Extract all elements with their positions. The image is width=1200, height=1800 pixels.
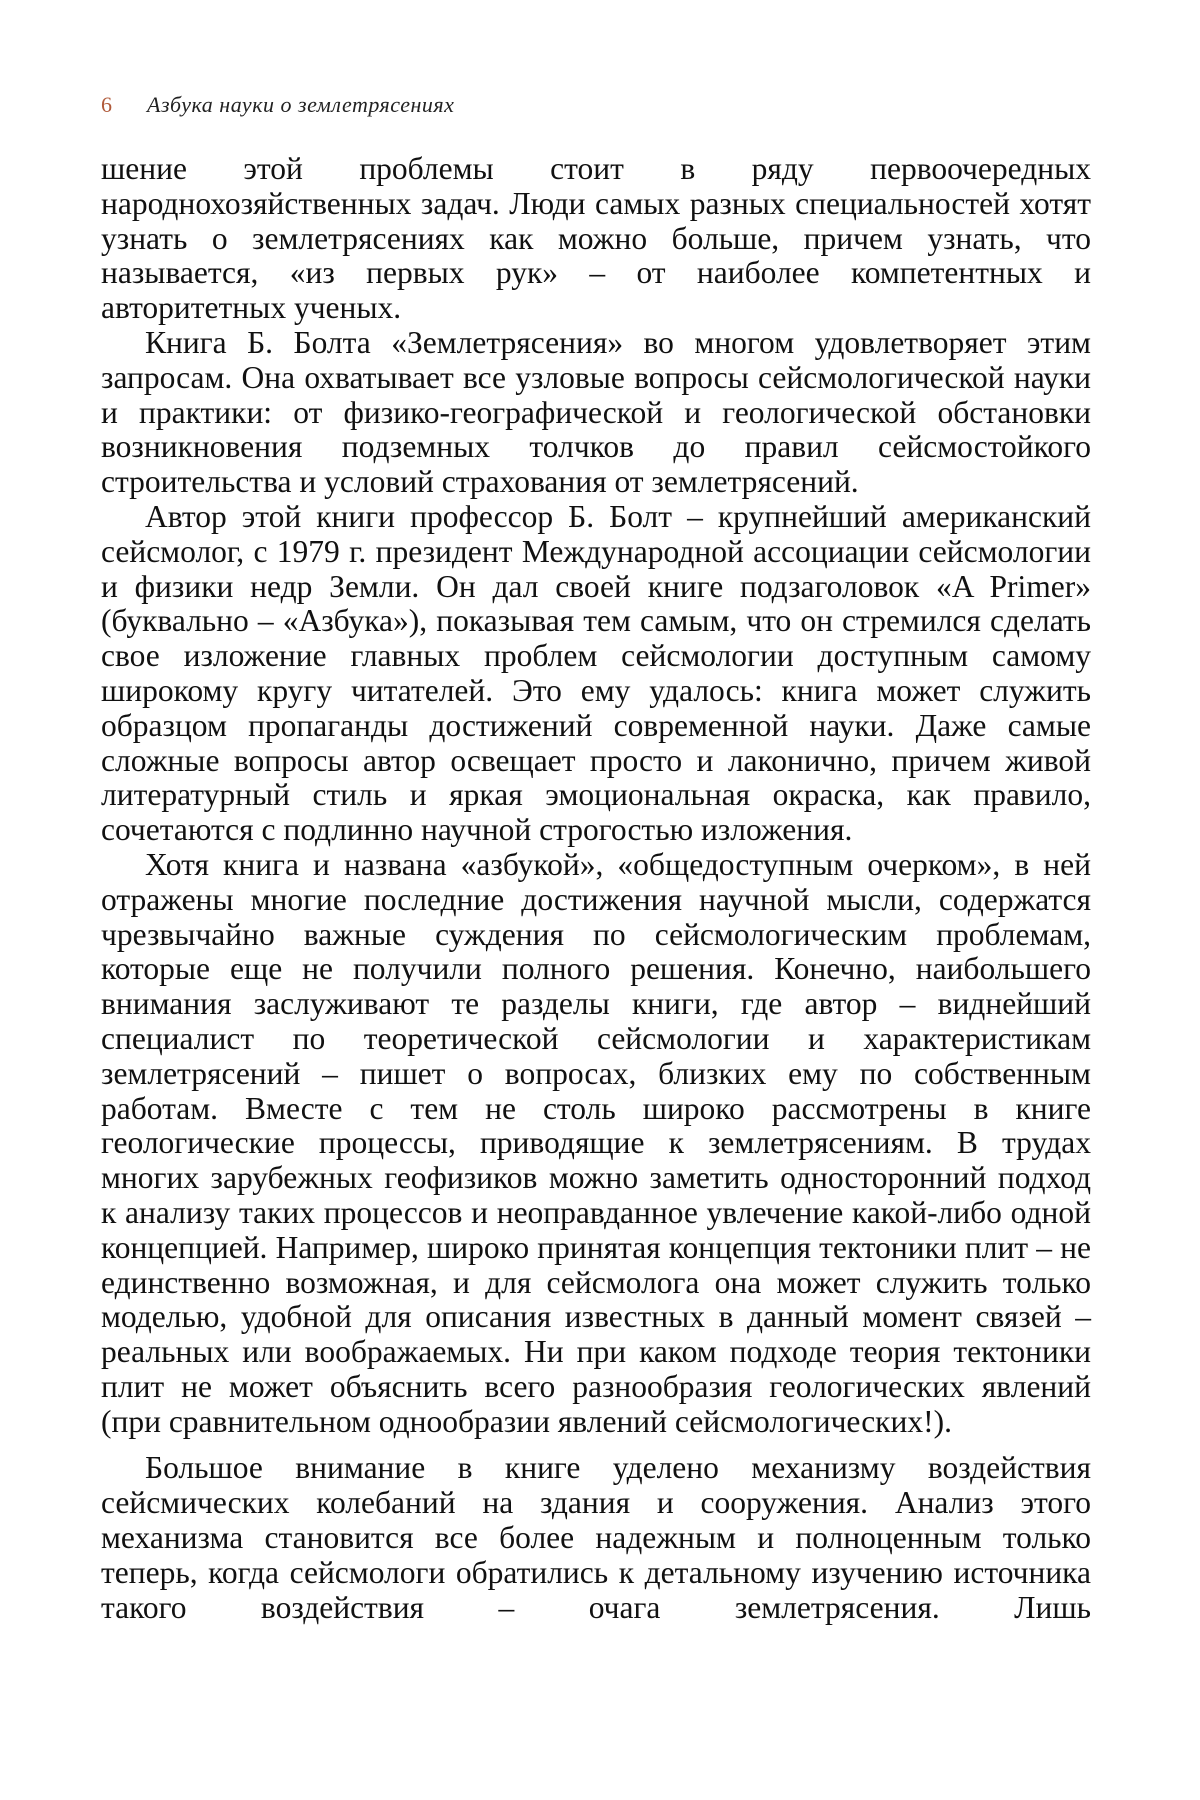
page-number: 6 — [101, 92, 113, 117]
running-title: Азбука науки о землетрясениях — [147, 92, 455, 117]
running-head — [101, 92, 1091, 132]
paragraph-continuation: шение этой проблемы стоит в ряду первоочередных народнохозяйственных задач. Люди самых разных специальностей хотят узнать о землетрясениях как можно больше, причем узнать, что называется, «из первых рук» – от наиболее компетентных и авторитетных ученых. — [101, 151, 1091, 326]
body-text — [101, 152, 1091, 1625]
book-page — [101, 92, 1091, 1625]
paragraph-author: Автор этой книги профессор Б. Болт – крупнейший американский сейсмолог, с 1979 г. президент Международной ассоциации сейсмологии и физики недр Земли. Он дал своей книге подзаголовок «A Primer» (буквально – «Азбука»), показывая тем самым, что он стремился сделать свое изложение главных проблем сейсмологии доступным самому широкому кругу читателей. Это ему удалось: книга может служить образцом пропаганды достижений современной науки. Даже самые сложные вопросы автор освещает просто и лаконично, причем живой литературный стиль и яркая эмоциональная окраска, как правило, сочетаются с подлинно научной строгостью изложения. — [101, 498, 1091, 848]
paragraph-building-mechanism: Большое внимание в книге уделено механизму воздействия сейсмических колебаний на здания и сооружения. Анализ этого механизма становится все более надежным и полноценным только теперь, когда сейсмологи обратились к детальному изучению источника такого воздействия – очага землетрясения. Лишь — [101, 1450, 1091, 1625]
paragraph-book-overview: Книга Б. Болта «Землетрясения» во многом удовлетворяет этим запросам. Она охватывает все узловые вопросы сейсмологической науки и практики: от физико-географической и геологической обстановки возникновения подземных толчков до правил сейсмостойкого строительства и условий страхования от землетрясений. — [101, 324, 1091, 500]
paragraph-primer-critique: Хотя книга и названа «азбукой», «общедоступным очерком», в ней отражены многие последние достижения научной мысли, содержатся чрезвычайно важные суждения по сейсмологическим проблемам, которые еще не получили полного решения. Конечно, наибольшего внимания заслуживают те разделы книги, где автор – виднейший специалист по теоретической сейсмологии и характеристикам землетрясений – пишет о вопросах, близких ему по собственным работам. Вместе с тем не столь широко рассмотрены в книге геологические процессы, приводящие к землетрясениям. В трудах многих зарубежных геофизиков можно заметить односторонний подход к анализу таких процессов и неоправданное увлечение какой-либо одной концепцией. Например, широко принятая концепция тектоники плит – не единственно возможная, и для сейсмолога она может служить только моделью, удобной для описания известных в данный момент связей – реальных или воображаемых. Ни при каком подходе теория тектоники плит не может объяснить всего разнообразия геологических явлений (при сравнительном однообразии явлений сейсмологических!). — [101, 846, 1091, 1439]
